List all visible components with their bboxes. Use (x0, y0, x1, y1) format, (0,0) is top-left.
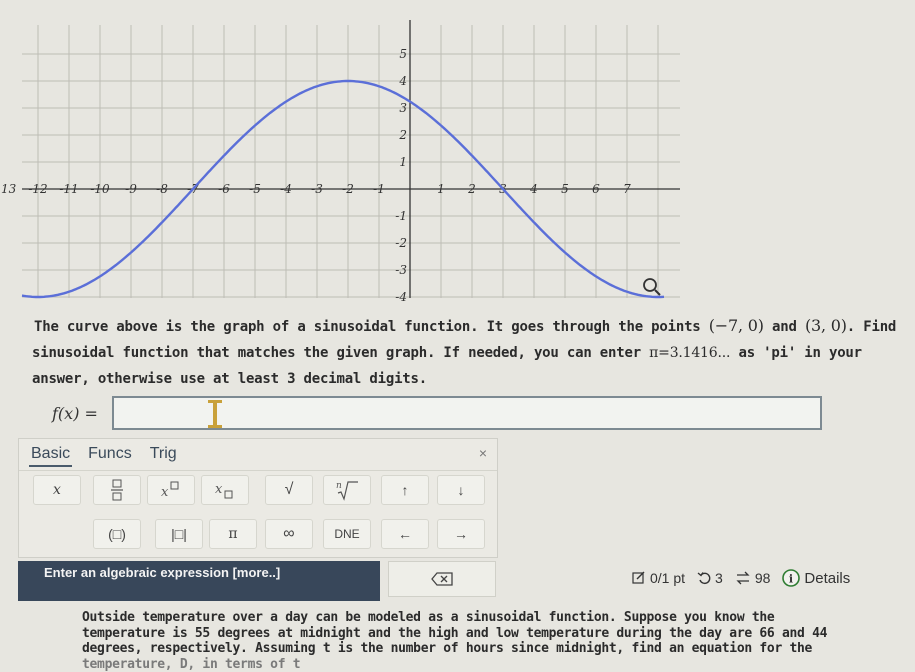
enter-expression-hint[interactable] (18, 561, 380, 601)
key-up-arrow[interactable] (381, 475, 429, 505)
attempts-status (735, 570, 771, 586)
pi-value: π=3.1416... (649, 345, 730, 361)
x-tick-label: 2 (467, 182, 476, 196)
text-cursor-icon (208, 400, 222, 428)
x-tick-label: 7 (623, 182, 631, 196)
subscript-icon (214, 480, 236, 500)
x-tick-label: -7 (187, 182, 199, 196)
x-tick-label: -4 (280, 182, 292, 196)
y-tick-label: 1 (399, 155, 407, 169)
details-link[interactable] (782, 569, 850, 587)
x-tick-label: -5 (249, 182, 261, 196)
nth-root-icon (334, 479, 360, 501)
problem-text-1a: The curve above is the graph of a sinusoidal function. It goes through the points (34, 319, 709, 335)
problem-line-2 (32, 340, 909, 366)
next-problem-line-3: degrees, respectively. Assuming t is the number of hours since midnight, find an equation for the (82, 641, 882, 657)
key-subscript[interactable] (201, 475, 249, 505)
y-tick-label: -4 (395, 290, 407, 304)
x-tick-label: 13 (1, 182, 17, 196)
keypad-tabs (29, 443, 179, 469)
svg-text:x: x (215, 482, 223, 497)
svg-text:n: n (336, 481, 342, 491)
backspace-button[interactable] (388, 561, 496, 597)
key-fraction[interactable] (93, 475, 141, 505)
checkbox-edit-icon (632, 571, 646, 585)
enter-hint-text: Enter an algebraic expression [more..] (44, 565, 280, 580)
key-left-arrow[interactable] (381, 519, 429, 549)
swap-icon (735, 571, 751, 585)
graph-grid (22, 25, 680, 305)
y-tick-label: -2 (395, 236, 407, 250)
retries-status (697, 570, 723, 586)
tab-basic[interactable]: Basic (29, 443, 72, 467)
math-keypad (18, 438, 498, 558)
key-down-arrow[interactable] (437, 475, 485, 505)
point-2: (3, 0) (805, 316, 847, 335)
next-problem-statement (82, 610, 882, 672)
key-pi[interactable] (209, 519, 257, 549)
details-text: Details (804, 570, 850, 587)
attempts-count: 98 (755, 570, 771, 586)
retries-count: 3 (715, 570, 723, 586)
key-parentheses[interactable] (93, 519, 141, 549)
problem-text-2b: as 'pi' in your (730, 345, 862, 361)
point-1: (−7, 0) (709, 316, 764, 335)
x-tick-label: -8 (156, 182, 168, 196)
undo-icon (697, 571, 711, 585)
x-tick-label: 6 (592, 182, 600, 196)
problem-statement (34, 313, 909, 392)
x-tick-label: -6 (218, 182, 230, 196)
x-tick-label: -1 (373, 182, 385, 196)
tab-trig[interactable]: Trig (148, 443, 179, 467)
key-sqrt[interactable] (265, 475, 313, 505)
key-variable-x[interactable] (33, 475, 81, 505)
tab-funcs[interactable]: Funcs (86, 443, 134, 467)
x-tick-label: 5 (561, 182, 569, 196)
x-tick-label: 3 (499, 182, 507, 196)
y-tick-label: 4 (398, 74, 407, 88)
key-label: x (53, 482, 61, 498)
key-label: π (228, 526, 237, 542)
x-tick-label: -3 (311, 182, 323, 196)
problem-text-1b: . Find (847, 319, 896, 335)
x-tick-label: -9 (125, 182, 137, 196)
x-tick-label: 1 (437, 182, 445, 196)
info-icon (782, 569, 800, 587)
x-tick-label: -2 (342, 182, 354, 196)
fraction-icon (110, 479, 124, 501)
problem-line-3: answer, otherwise use at least 3 decimal digits. (32, 366, 909, 392)
down-arrow-icon: ↓ (458, 482, 465, 498)
key-label: |□| (171, 526, 187, 542)
next-problem-line-2: temperature is 55 degrees at midnight and the high and low temperature during the day are 66 and 44 (82, 626, 882, 642)
key-right-arrow[interactable] (437, 519, 485, 549)
answer-input[interactable] (112, 396, 822, 430)
key-label: ∞ (283, 525, 294, 543)
problem-text-and: and (764, 319, 805, 335)
problem-line-1 (34, 313, 909, 340)
key-nth-root[interactable] (323, 475, 371, 505)
y-tick-label: 5 (399, 47, 407, 61)
sqrt-icon: √ (285, 481, 294, 499)
key-infinity[interactable] (265, 519, 313, 549)
y-tick-label: 3 (399, 101, 407, 115)
key-label: DNE (334, 527, 359, 541)
problem-text-2a: sinusoidal function that matches the given graph. If needed, you can enter (32, 345, 649, 361)
score-status (632, 570, 685, 586)
answer-row (50, 394, 830, 434)
graph-axes (22, 20, 680, 298)
sinusoid-graph (0, 0, 700, 305)
x-tick-label: 4 (529, 182, 538, 196)
next-problem-line-1: Outside temperature over a day can be modeled as a sinusoidal function. Suppose you know the (82, 610, 882, 626)
key-absolute-value[interactable] (155, 519, 203, 549)
up-arrow-icon: ↑ (402, 482, 409, 498)
power-icon (160, 480, 182, 500)
close-icon[interactable]: × (479, 445, 487, 461)
y-tick-label: 2 (398, 128, 407, 142)
svg-text:x: x (161, 485, 169, 500)
backspace-icon (431, 572, 453, 586)
key-power[interactable] (147, 475, 195, 505)
left-arrow-icon: ← (398, 526, 412, 542)
svg-text:i: i (789, 573, 793, 586)
right-arrow-icon: → (454, 526, 468, 542)
key-label: (□) (108, 526, 126, 542)
next-problem-line-4: temperature, D, in terms of t (82, 657, 882, 672)
answer-label: f(x) = (52, 404, 98, 423)
x-tick-label: -11 (59, 182, 78, 196)
y-tick-label: -1 (395, 209, 407, 223)
score-text: 0/1 pt (650, 570, 685, 586)
y-tick-label: -3 (395, 263, 407, 277)
key-dne[interactable] (323, 519, 371, 549)
keypad-divider (19, 470, 497, 471)
x-tick-label: -12 (28, 182, 47, 196)
x-tick-label: -10 (90, 182, 110, 196)
question-status (632, 566, 862, 590)
